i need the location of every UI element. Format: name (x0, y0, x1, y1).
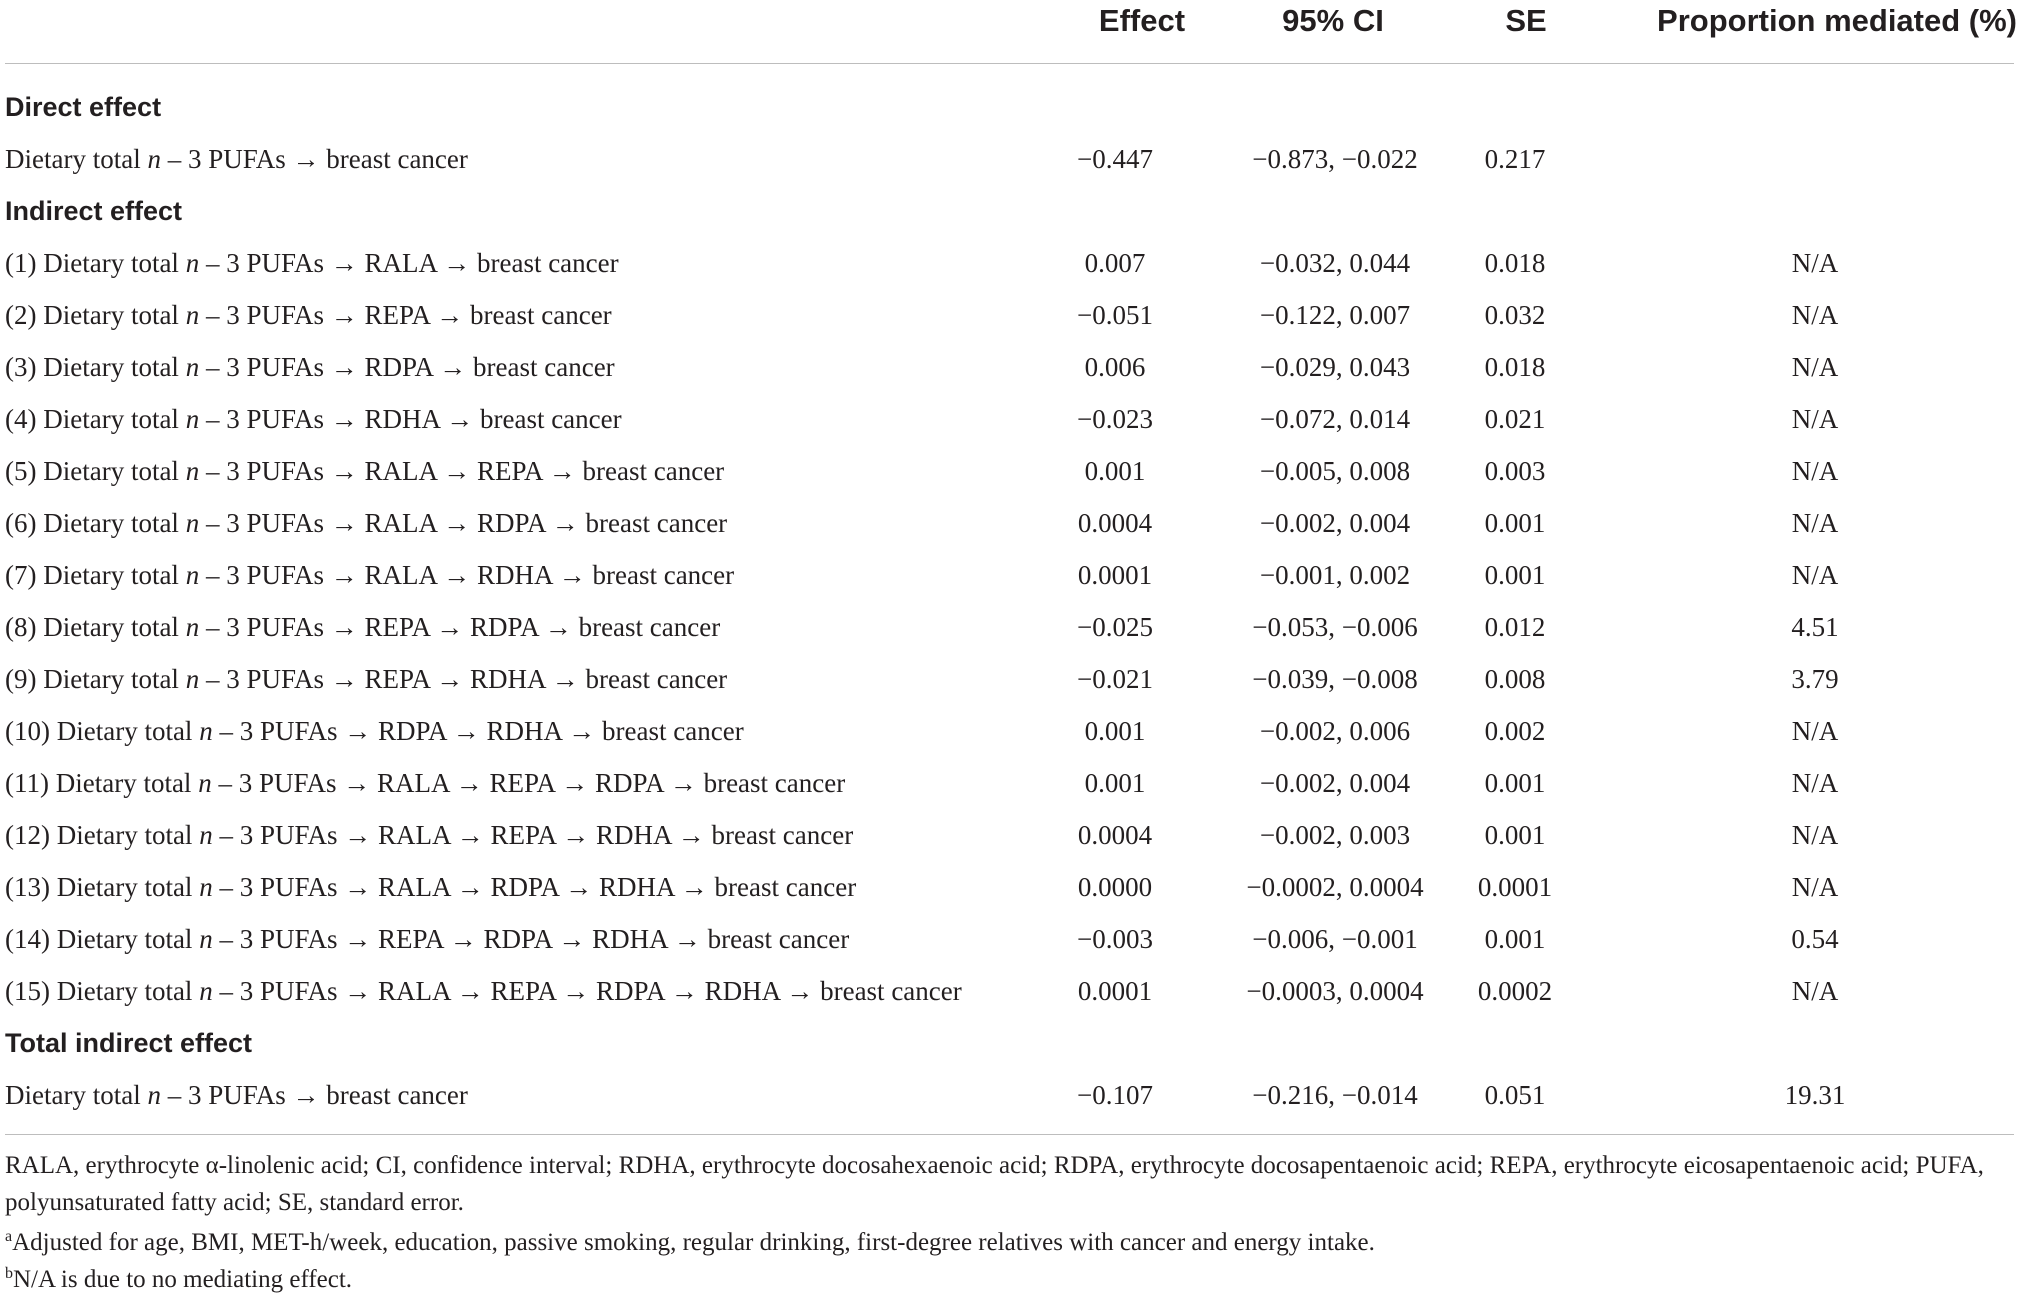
proportion-value: 4.51 (1791, 612, 1839, 642)
footnote-marker-a: a (5, 1228, 13, 1245)
section-heading-indirect-effect: Indirect effect (5, 196, 183, 226)
row-label: (11) Dietary total n – 3 PUFAs → RALA → REPA → RDPA → breast cancer (5, 768, 846, 798)
row-label: Dietary total n – 3 PUFAs → breast cancer (5, 1080, 468, 1110)
row-label: (6) Dietary total n – 3 PUFAs → RALA → RDPA → breast cancer (5, 508, 728, 538)
proportion-value: N/A (1791, 248, 1839, 278)
proportion-value: 3.79 (1791, 664, 1839, 694)
ci-value: −0.122, 0.007 (1259, 300, 1411, 330)
table-row (0, 289, 2019, 341)
ci-value: −0.002, 0.004 (1259, 768, 1411, 798)
effect-value: −0.447 (1077, 144, 1153, 174)
ci-value: −0.053, −0.006 (1252, 612, 1418, 642)
effect-value: −0.107 (1077, 1080, 1153, 1110)
se-value: 0.008 (1484, 664, 1546, 694)
row-label: (5) Dietary total n – 3 PUFAs → RALA → REPA → breast cancer (5, 456, 725, 486)
proportion-value: 0.54 (1791, 924, 1839, 954)
se-value: 0.051 (1484, 1080, 1546, 1110)
row-label: (7) Dietary total n – 3 PUFAs → RALA → RDHA → breast cancer (5, 560, 735, 590)
section-heading-total-indirect-effect: Total indirect effect (5, 1028, 253, 1058)
ci-value: −0.001, 0.002 (1259, 560, 1411, 590)
proportion-value: N/A (1791, 820, 1839, 850)
effect-value: 0.001 (1084, 768, 1146, 798)
ci-value: −0.032, 0.044 (1259, 248, 1411, 278)
proportion-value: N/A (1791, 508, 1839, 538)
row-label: (4) Dietary total n – 3 PUFAs → RDHA → breast cancer (5, 404, 622, 434)
table-row (0, 497, 2019, 549)
table-row (0, 653, 2019, 705)
table-row (0, 861, 2019, 913)
table-row (0, 705, 2019, 757)
effect-value: −0.051 (1077, 300, 1153, 330)
ci-value: −0.039, −0.008 (1252, 664, 1418, 694)
se-value: 0.0002 (1477, 976, 1553, 1006)
proportion-value: N/A (1791, 560, 1839, 590)
ci-value: −0.216, −0.014 (1252, 1080, 1418, 1110)
row-label: (15) Dietary total n – 3 PUFAs → RALA → REPA → RDPA → RDHA → breast cancer (5, 976, 962, 1006)
table-row (0, 393, 2019, 445)
row-label: (10) Dietary total n – 3 PUFAs → RDPA → RDHA → breast cancer (5, 716, 744, 746)
ci-value: −0.002, 0.006 (1259, 716, 1411, 746)
row-label: (3) Dietary total n – 3 PUFAs → RDPA → breast cancer (5, 352, 615, 382)
section-heading-direct-effect: Direct effect (5, 92, 162, 122)
table-row (0, 237, 2019, 289)
effect-value: 0.007 (1084, 248, 1146, 278)
effect-value: −0.003 (1077, 924, 1153, 954)
column-header-se: SE (1505, 3, 1547, 38)
effect-value: −0.025 (1077, 612, 1153, 642)
row-label: (2) Dietary total n – 3 PUFAs → REPA → breast cancer (5, 300, 612, 330)
effect-value: 0.001 (1084, 716, 1146, 746)
row-label: (14) Dietary total n – 3 PUFAs → REPA → RDPA → RDHA → breast cancer (5, 924, 850, 954)
effect-value: 0.001 (1084, 456, 1146, 486)
row-label: Dietary total n – 3 PUFAs → breast cancer (5, 144, 468, 174)
se-value: 0.001 (1484, 508, 1546, 538)
table-row (0, 965, 2019, 1017)
se-value: 0.001 (1484, 560, 1546, 590)
se-value: 0.018 (1484, 248, 1546, 278)
se-value: 0.018 (1484, 352, 1546, 382)
column-header-effect: Effect (1098, 3, 1186, 38)
effect-value: −0.021 (1077, 664, 1153, 694)
proportion-value: N/A (1791, 404, 1839, 434)
effect-value: −0.023 (1077, 404, 1153, 434)
ci-value: −0.005, 0.008 (1259, 456, 1411, 486)
table-row (0, 341, 2019, 393)
ci-value: −0.072, 0.014 (1259, 404, 1411, 434)
row-label: (8) Dietary total n – 3 PUFAs → REPA → RDPA → breast cancer (5, 612, 721, 642)
table-row (0, 133, 2019, 185)
table-row (0, 913, 2019, 965)
row-label: (12) Dietary total n – 3 PUFAs → RALA → REPA → RDHA → breast cancer (5, 820, 854, 850)
se-value: 0.001 (1484, 924, 1546, 954)
ci-value: −0.006, −0.001 (1252, 924, 1418, 954)
se-value: 0.001 (1484, 768, 1546, 798)
proportion-value: N/A (1791, 300, 1839, 330)
se-value: 0.001 (1484, 820, 1546, 850)
se-value: 0.012 (1484, 612, 1546, 642)
ci-value: −0.873, −0.022 (1252, 144, 1418, 174)
ci-value: −0.0002, 0.0004 (1246, 872, 1424, 902)
table-row (0, 601, 2019, 653)
se-value: 0.021 (1484, 404, 1546, 434)
header-divider (5, 63, 2014, 64)
footnote-a: $^a$Adjusted for age, BMI, MET-h/week, education, passive smoking, regular drinking, first-degree relatives with cancer and energy intake. (5, 1228, 1375, 1256)
proportion-value: N/A (1791, 872, 1839, 902)
proportion-value: N/A (1791, 352, 1839, 382)
proportion-value: N/A (1791, 716, 1839, 746)
table-row (0, 809, 2019, 861)
row-label: (9) Dietary total n – 3 PUFAs → REPA → RDHA → breast cancer (5, 664, 728, 694)
table-row (0, 445, 2019, 497)
row-label: (13) Dietary total n – 3 PUFAs → RALA → RDPA → RDHA → breast cancer (5, 872, 857, 902)
effect-value: 0.006 (1084, 352, 1146, 382)
effect-value: 0.0001 (1077, 560, 1153, 590)
proportion-value: N/A (1791, 768, 1839, 798)
se-value: 0.0001 (1477, 872, 1553, 902)
proportion-value: N/A (1791, 456, 1839, 486)
footnote-abbreviations: RALA, erythrocyte α-linolenic acid; CI, confidence interval; RDHA, erythrocyte docosahexaenoic acid; RDPA, erythrocyte docosapentaenoic acid; REPA, erythrocyte eicosapentaenoic acid; PUFA, polyunsaturated fatty acid; SE, standard error. (5, 1152, 1984, 1216)
ci-value: −0.029, 0.043 (1259, 352, 1411, 382)
footnote-b: $^b$N/A is due to no mediating effect. (5, 1265, 353, 1293)
table-row (0, 1069, 2019, 1121)
ci-value: −0.002, 0.003 (1259, 820, 1411, 850)
table-row (0, 549, 2019, 601)
proportion-value: 19.31 (1784, 1080, 1846, 1110)
footer-divider (5, 1134, 2014, 1135)
column-header-proportion-mediated: Proportion mediated (%) (1657, 3, 2017, 38)
se-value: 0.217 (1484, 144, 1546, 174)
ci-value: −0.002, 0.004 (1259, 508, 1411, 538)
effect-value: 0.0001 (1077, 976, 1153, 1006)
effect-value: 0.0004 (1077, 508, 1153, 538)
se-value: 0.003 (1484, 456, 1546, 486)
footnote-marker-b: b (5, 1265, 13, 1282)
table-row (0, 757, 2019, 809)
se-value: 0.002 (1484, 716, 1546, 746)
effect-value: 0.0000 (1077, 872, 1153, 902)
proportion-value: N/A (1791, 976, 1839, 1006)
row-label: (1) Dietary total n – 3 PUFAs → RALA → breast cancer (5, 248, 619, 278)
ci-value: −0.0003, 0.0004 (1246, 976, 1424, 1006)
column-header-95-ci: 95% CI (1282, 3, 1384, 38)
effect-value: 0.0004 (1077, 820, 1153, 850)
se-value: 0.032 (1484, 300, 1546, 330)
